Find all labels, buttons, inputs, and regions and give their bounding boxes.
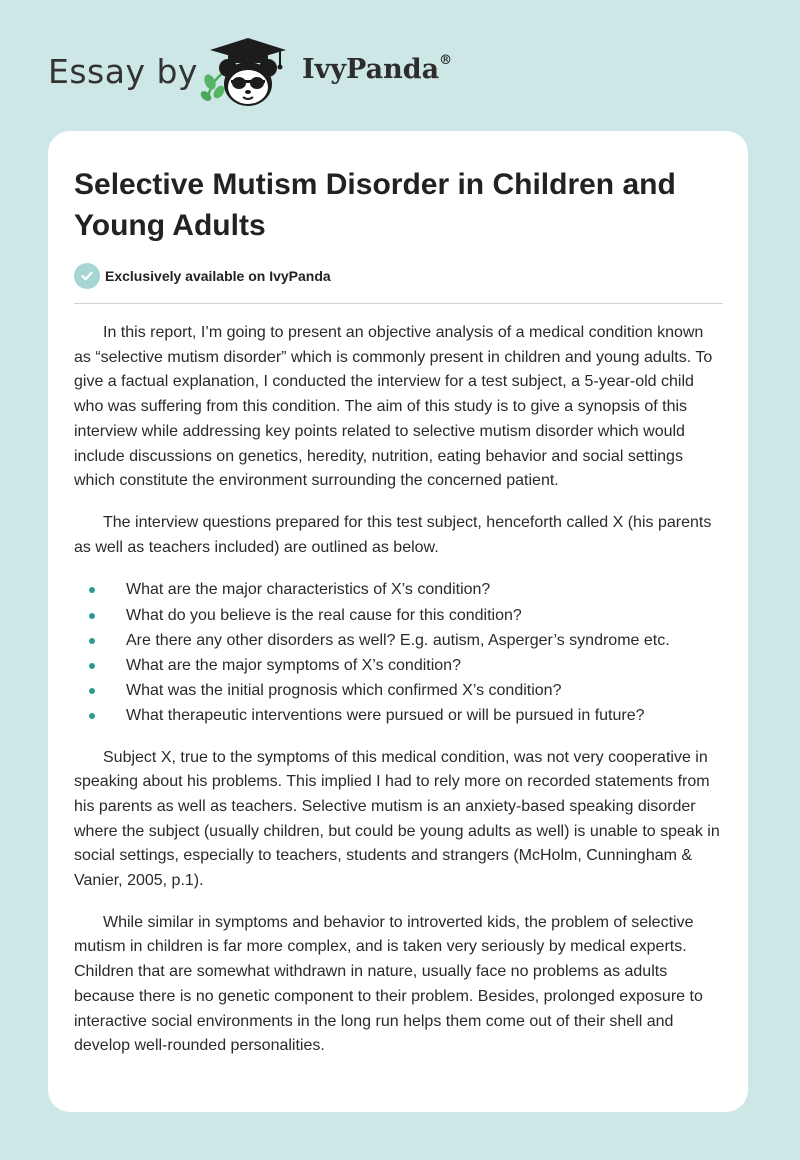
paragraph: The interview questions prepared for this test subject, henceforth called X (his parents as well as teachers included) are outlined as below. [74, 513, 712, 556]
paragraph: In this report, I’m going to present an objective analysis of a medical condition known as “selective mutism disorder” which is commonly present in children and young adults. To give a factual explanation, I conducted the interview for a test subject, a 5-year-old child who was suffering from this condition. The aim of this study is to give a synopsis of this interview while addressing key points related to selective mutism disorder which would include discussions on genetics, heredity, nutrition, eating behavior and social settings which constitute the environment surrounding the concerned patient. [74, 324, 713, 490]
panda-graduate-icon [200, 34, 296, 110]
bullet-icon [89, 587, 95, 593]
exclusive-badge [74, 263, 331, 289]
question-text: Are there any other disorders as well? E.g. autism, Asperger’s syndrome etc. [126, 631, 670, 649]
bullet-icon [89, 713, 95, 719]
check-icon [74, 263, 100, 289]
list-item [74, 577, 724, 602]
brand-name: IvyPanda® [302, 53, 453, 85]
bullet-icon [89, 688, 95, 694]
interview-questions-list [74, 577, 724, 728]
bullet-icon [89, 638, 95, 644]
brand-header [48, 34, 508, 110]
question-text: What are the major characteristics of X’s condition? [126, 581, 491, 599]
essay-card [48, 131, 748, 1112]
divider [74, 303, 723, 304]
bullet-icon [89, 613, 95, 619]
brand-prefix: Essay by [48, 52, 198, 91]
list-item [74, 703, 724, 728]
question-text: What was the initial prognosis which confirmed X’s condition? [126, 682, 562, 700]
question-text: What therapeutic interventions were pursued or will be pursued in future? [126, 707, 645, 725]
essay-body [74, 321, 724, 1076]
list-item [74, 628, 724, 653]
bullet-icon [89, 663, 95, 669]
paragraph: Subject X, true to the symptoms of this medical condition, was not very cooperative in speaking about his problems. This implied I had to rely more on recorded statements from his parents as well as teachers. Selective mutism is an anxiety-based speaking disorder where the subject (usually children, but could be young adults as well) is unable to speak in social settings, especially to teachers, students and strangers (McHolm, Cunningham & Vanier, 2005, p.1). [74, 748, 720, 890]
registered-mark: ® [439, 53, 453, 68]
list-item [74, 678, 724, 703]
question-text: What are the major symptoms of X’s condition? [126, 656, 461, 674]
list-item [74, 653, 724, 678]
badge-label: Exclusively available on IvyPanda [105, 268, 331, 284]
essay-title: Selective Mutism Disorder in Children and Young Adults [74, 168, 676, 242]
list-item [74, 603, 724, 628]
paragraph: While similar in symptoms and behavior to introverted kids, the problem of selective mutism in children is far more complex, and is taken very seriously by medical experts. Children that are somewhat withdrawn in nature, usually face no problems as adults because there is no genetic component to their problem. Besides, prolonged exposure to interactive social environments in the long run helps them come out of their shell and develop well-rounded personalities. [74, 913, 703, 1055]
question-text: What do you believe is the real cause for this condition? [126, 606, 522, 624]
